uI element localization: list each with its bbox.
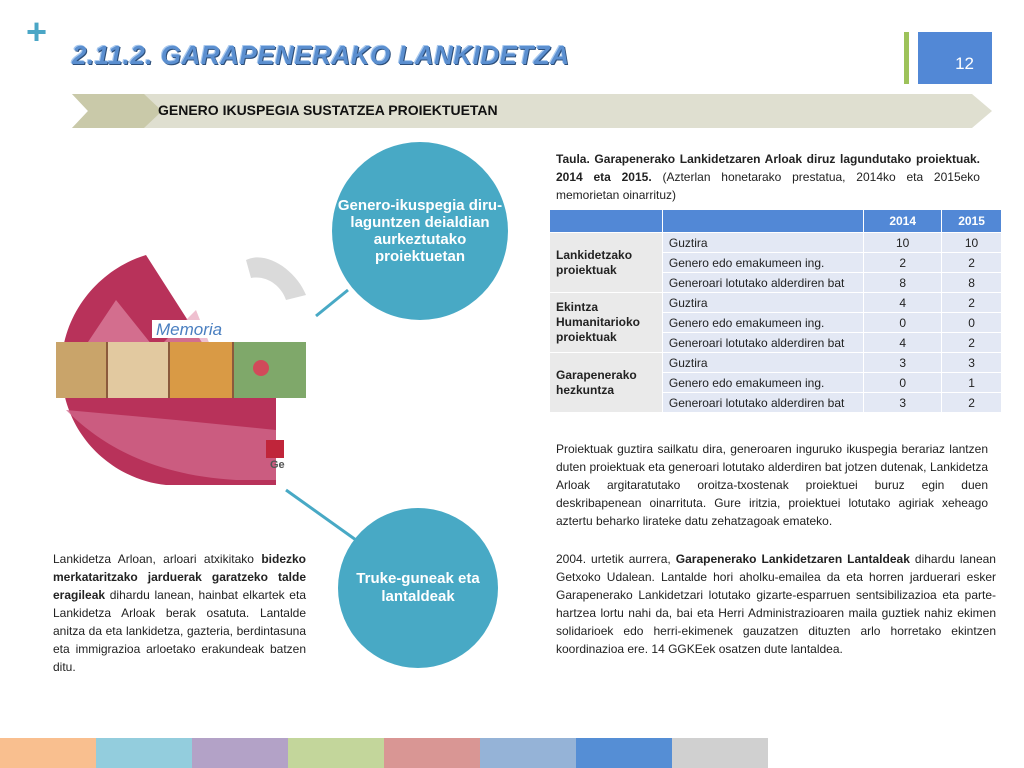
table-header-row xyxy=(550,210,1002,233)
table-value-2014: 4 xyxy=(864,293,942,313)
table-value-2014: 3 xyxy=(864,393,942,413)
footer-swatch xyxy=(480,738,576,768)
page-number: 12 xyxy=(955,54,974,73)
table-row-label: Guztira xyxy=(662,233,863,253)
table-value-2015: 8 xyxy=(942,273,1002,293)
circle-gender-perspective xyxy=(332,142,508,320)
table-value-2015: 2 xyxy=(942,333,1002,353)
paragraph-fair-trade-body: dihardu lanean, hainbat elkartek eta Lankidetza Arloak berak osatuta. Lantalde anitza da eta lankidetza, gazteria, berdintasuna eta immigrazioa arloetako erakundeak batzen ditu. xyxy=(53,588,306,674)
table-category: Ekintza Humanitarioko proiektuak xyxy=(550,293,663,353)
table-value-2015: 2 xyxy=(942,293,1002,313)
table-row-label: Generoari lotutako alderdiren bat xyxy=(662,393,863,413)
table-row-label: Guztira xyxy=(662,293,863,313)
paragraph-fair-trade-intro: Lankidetza Arloan, arloari atxikitako xyxy=(53,552,254,566)
logo-fragment: Ge xyxy=(270,459,285,471)
footer-color-strip xyxy=(0,738,768,768)
paragraph-working-group-body: dihardu lanean Getxoko Udalean. Lantalde hori aholku-emailea da eta horren jarduerari esker Garapenerako Lankidetzari lotutako gizarte-esparruen sentsibilizazioa eta parte-hartzea lortu nahi da, bai eta Herri Administrazioaren maila guztiek nahiz ekimen solidarioek edo herri-ekimenek gauzatzen dituzten arlo horretako ekintzen koordinazioa ere. 14 GGKEek osatzen dute lantaldea. xyxy=(556,552,996,656)
table-value-2015: 2 xyxy=(942,393,1002,413)
table-value-2015: 0 xyxy=(942,313,1002,333)
table-value-2014: 8 xyxy=(864,273,942,293)
table-header-2015: 2015 xyxy=(942,210,1002,233)
table-category: Lankidetzako proiektuak xyxy=(550,233,663,293)
circle-working-groups xyxy=(338,508,498,668)
plus-icon: + xyxy=(26,11,48,52)
footer-swatch xyxy=(576,738,672,768)
table-row-label: Generoari lotutako alderdiren bat xyxy=(662,273,863,293)
table-caption-title: Taula. Garapenerako Lankidetzaren Arloak diruz lagundutako proiektuak. 2014 eta 2015. xyxy=(556,152,980,184)
table-row xyxy=(550,293,1002,313)
paragraph-working-group xyxy=(556,550,996,658)
table-row-label: Genero edo emakumeen ing. xyxy=(662,253,863,273)
projects-table xyxy=(549,209,1002,413)
table-row-label: Genero edo emakumeen ing. xyxy=(662,313,863,333)
table-row-label: Generoari lotutako alderdiren bat xyxy=(662,333,863,353)
paragraph-working-group-bold: Garapenerako Lankidetzaren Lantaldeak xyxy=(675,552,910,566)
footer-swatch xyxy=(672,738,768,768)
footer-swatch xyxy=(288,738,384,768)
circle-working-groups-text: Truke-guneak eta lantaldeak xyxy=(356,570,480,605)
page-title: 2.11.2. GARAPENERAKO LANKIDETZA xyxy=(72,40,570,70)
table-header-2014: 2014 xyxy=(864,210,942,233)
paragraph-classification: Proiektuak guztira sailkatu dira, generoaren inguruko ikuspegia berariaz lantzen duten proiektuak eta generoari lotutako alderdiren bat jotzen dutenak, Lankidetza Arloak argitaratutako oroitza-txostenak proiektuei buruz egin duen deskribapenean oinarrituta. Gure iritzia, proiektuei lotutako agiriak xeheago aztertu beharko lirateke datu zehatzagoak emateko. xyxy=(556,442,988,528)
table-header-cell xyxy=(550,210,663,233)
section-subtitle: GENERO IKUSPEGIA SUSTATZEA PROIEKTUETAN xyxy=(158,102,498,118)
table-category: Garapenerako hezkuntza xyxy=(550,353,663,413)
table-caption-note: (Azterlan honetarako prestatua, 2014ko eta 2015eko memorietan oinarrituz) xyxy=(556,170,980,202)
table-value-2015: 3 xyxy=(942,353,1002,373)
table-value-2014: 2 xyxy=(864,253,942,273)
table-caption xyxy=(556,150,980,204)
circle-gender-perspective-text: Genero-ikuspegia diru-laguntzen deialdian aurkeztutako proiektuetan xyxy=(337,197,503,265)
table-row-label: Genero edo emakumeen ing. xyxy=(662,373,863,393)
table-row xyxy=(550,353,1002,373)
paragraph-fair-trade xyxy=(53,550,306,676)
table-value-2014: 4 xyxy=(864,333,942,353)
table-value-2015: 10 xyxy=(942,233,1002,253)
footer-swatch xyxy=(384,738,480,768)
paragraph-fair-trade-bold: bidezko merkataritzako jarduerak garatzeko talde eragileak xyxy=(53,552,306,602)
paragraph-working-group-intro: 2004. urtetik aurrera, xyxy=(556,552,671,566)
table-value-2015: 1 xyxy=(942,373,1002,393)
footer-swatch xyxy=(192,738,288,768)
table-value-2014: 10 xyxy=(864,233,942,253)
table-value-2014: 3 xyxy=(864,353,942,373)
table-value-2014: 0 xyxy=(864,313,942,333)
table-row xyxy=(550,233,1002,253)
footer-swatch xyxy=(0,738,96,768)
table-row-label: Guztira xyxy=(662,353,863,373)
memoria-label: Memoria xyxy=(156,320,223,339)
table-header-cell xyxy=(662,210,863,233)
table-value-2014: 0 xyxy=(864,373,942,393)
footer-swatch xyxy=(96,738,192,768)
table-value-2015: 2 xyxy=(942,253,1002,273)
